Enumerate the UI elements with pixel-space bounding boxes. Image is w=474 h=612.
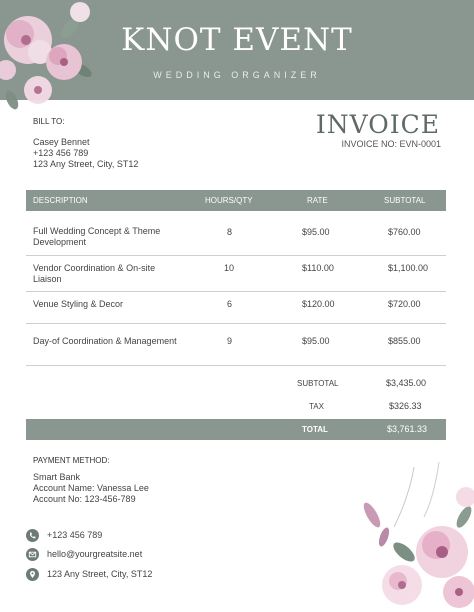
brand-tagline: WEDDING ORGANIZER: [153, 70, 321, 80]
row-description: Vendor Coordination & On-site Liaison: [33, 263, 156, 284]
tax-label: TAX: [309, 402, 324, 411]
invoice-number: INVOICE NO: EVN-0001: [341, 139, 441, 149]
email-icon: [26, 548, 39, 561]
account-number: Account No: 123-456-789: [33, 494, 136, 504]
row-description: Full Wedding Concept & Theme Development: [33, 226, 161, 247]
account-name: Account Name: Vanessa Lee: [33, 483, 149, 493]
client-address: 123 Any Street, City, ST12: [33, 159, 139, 169]
row-subtotal: $1,100.00: [388, 263, 429, 273]
row-subtotal: $855.00: [388, 336, 421, 346]
table-header: [26, 190, 446, 211]
contact-phone-text: +123 456 789: [47, 530, 103, 540]
row-description: Day-of Coordination & Management: [33, 336, 177, 346]
bill-to-label: BILL TO:: [33, 117, 65, 126]
row-qty: 6: [227, 299, 233, 309]
client-name: Casey Bennet: [33, 137, 90, 147]
contact-address-text: 123 Any Street, City, ST12: [47, 569, 153, 579]
header-rate: RATE: [307, 196, 328, 205]
brand-title: KNOT EVENT: [121, 22, 353, 58]
table-row: [26, 292, 446, 324]
payment-method-label: PAYMENT METHOD:: [33, 456, 110, 465]
invoice-title: INVOICE: [315, 110, 440, 139]
total-value: $3,761.33: [387, 424, 428, 434]
bank-name: Smart Bank: [33, 472, 81, 482]
row-subtotal: $760.00: [388, 227, 421, 237]
row-rate: $110.00: [302, 263, 334, 273]
table-row: [26, 324, 446, 366]
row-rate: $95.00: [302, 227, 330, 237]
bill-to-details: [33, 137, 138, 170]
row-rate: $95.00: [302, 336, 330, 346]
total-label: TOTAL: [302, 425, 328, 434]
tax-value: $326.33: [389, 401, 422, 411]
total-bar: [26, 419, 446, 440]
row-description: Venue Styling & Decor: [33, 299, 124, 309]
row-subtotal: $720.00: [388, 299, 421, 309]
header-qty: HOURS/QTY: [205, 196, 253, 205]
row-qty: 9: [227, 336, 233, 346]
floral-decoration-bottom-right: [354, 457, 474, 612]
header-description: DESCRIPTION: [33, 196, 88, 205]
row-rate: $120.00: [302, 299, 335, 309]
table-row: [26, 211, 446, 256]
phone-icon: [26, 529, 39, 542]
subtotal-value: $3,435.00: [386, 378, 427, 388]
payment-details: [33, 472, 149, 505]
row-qty: 8: [227, 227, 233, 237]
table-row: [26, 256, 446, 292]
contact-email-text[interactable]: hello@yourgreatsite.net: [47, 549, 143, 559]
header-subtotal: SUBTOTAL: [384, 196, 426, 205]
subtotal-label: SUBTOTAL: [297, 379, 339, 388]
location-icon: [26, 568, 39, 581]
row-qty: 10: [224, 263, 235, 273]
client-phone: +123 456 789: [33, 148, 89, 158]
floral-decoration-top-left: [0, 0, 110, 118]
